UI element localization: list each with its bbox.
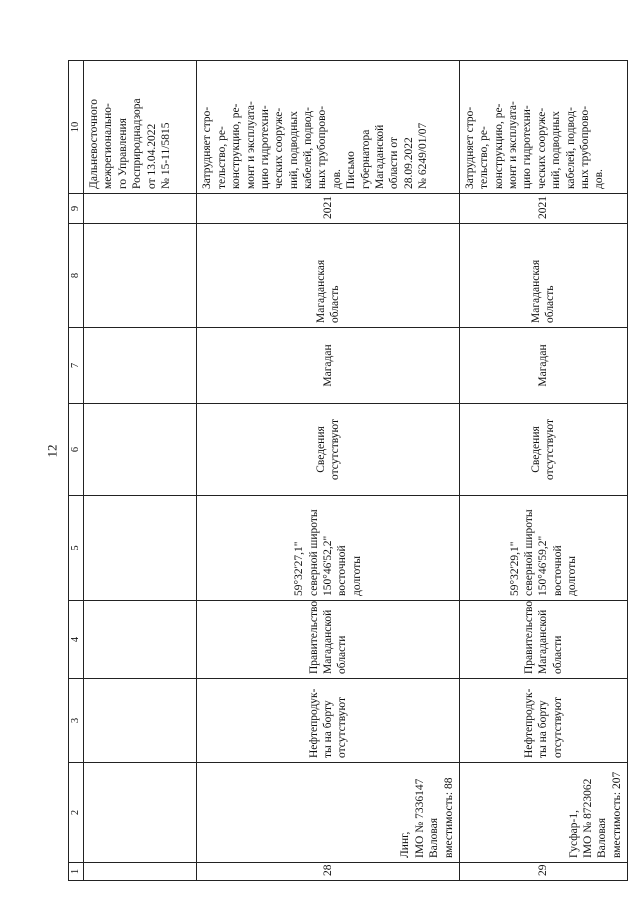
coordinates-line: 59°32'27,1" <box>293 541 306 596</box>
coordinates-line: долготы <box>566 556 579 596</box>
note-line: ных трубопрово- <box>316 105 329 189</box>
notes-cell <box>197 61 460 194</box>
rotated-table-wrapper <box>68 61 628 881</box>
vessel-line: IMO № 7336147 <box>413 778 426 858</box>
note-line: от 13.04.2022 <box>145 123 158 189</box>
note-line: тельство, ре- <box>478 126 491 189</box>
note-line: конструкцию, ре- <box>492 103 505 189</box>
note-line: № 6249/01/07 <box>417 122 430 189</box>
column-number: 1 <box>69 863 84 881</box>
place-cell: Магадан <box>197 328 460 404</box>
page-number: 12 <box>44 444 60 458</box>
coordinates-line: северной широты <box>522 509 535 596</box>
coordinates-line: восточной <box>336 545 349 596</box>
continuation-notes-cell <box>84 61 197 194</box>
vessel-line: Валовая <box>428 817 441 858</box>
coordinates-line: восточной <box>551 545 564 596</box>
info-line: отсутствуют <box>329 419 342 481</box>
note-line: цию гидротехни- <box>258 105 271 189</box>
note-line: Затрудняет стро- <box>463 106 476 189</box>
note-line: кабелей, подвод- <box>302 107 315 189</box>
cargo-line: ты на борту <box>321 700 334 758</box>
coordinates-cell <box>459 496 627 601</box>
owner-line: Правительство <box>307 600 320 674</box>
coordinates-cell <box>197 496 460 601</box>
cargo-line: отсутствуют <box>336 696 349 758</box>
note-line: тельство, ре- <box>215 126 228 189</box>
notes-cell <box>459 61 627 194</box>
column-number: 2 <box>69 763 84 863</box>
note-line: области от <box>388 137 401 189</box>
coordinates-line: 150°46'52,2" <box>321 535 334 596</box>
place-cell: Магадан <box>459 328 627 404</box>
cargo-line: Нефтепродук- <box>307 688 320 758</box>
note-line: Магаданской <box>373 124 386 189</box>
column-number: 4 <box>69 601 84 679</box>
note-line: № 15-11/5815 <box>159 122 172 189</box>
info-cell <box>197 404 460 496</box>
vessel-cell <box>197 763 460 863</box>
coordinates-line: северной широты <box>307 509 320 596</box>
note-line: ческих сооруже- <box>273 107 286 189</box>
vessel-table <box>68 60 628 881</box>
note-line: Росприроднадзора <box>131 98 144 189</box>
column-number: 7 <box>69 328 84 404</box>
note-line: дов. <box>593 169 606 189</box>
vessel-line: Линг, <box>399 831 412 858</box>
info-cell <box>459 404 627 496</box>
region-cell <box>197 224 460 328</box>
cargo-cell <box>197 679 460 763</box>
coordinates-line: 59°32'29,1" <box>508 541 521 596</box>
column-number-row <box>69 61 84 881</box>
region-line: Магаданская <box>314 259 327 323</box>
row-number: 28 <box>197 863 460 881</box>
info-line: Сведения <box>530 426 543 473</box>
note-line: губернатора <box>359 129 372 189</box>
coordinates-line: 150°46'59,2" <box>537 535 550 596</box>
note-line: Письмо <box>345 151 358 189</box>
note-line: конструкцию, ре- <box>230 103 243 189</box>
note-line: го Управления <box>116 118 129 189</box>
note-line: цию гидротехни- <box>521 105 534 189</box>
vessel-line: Гусфар-1, <box>567 810 580 858</box>
note-line: Затрудняет стро- <box>201 106 214 189</box>
cargo-line: ты на борту <box>537 700 550 758</box>
vessel-line: IMO № 8723062 <box>581 778 594 858</box>
year-cell: 2021 <box>459 194 627 224</box>
column-number: 10 <box>69 61 84 194</box>
cargo-line: отсутствуют <box>551 696 564 758</box>
owner-cell <box>197 601 460 679</box>
note-line: дов. <box>330 169 343 189</box>
note-line: кабелей, подвод- <box>564 107 577 189</box>
region-line: область <box>329 285 342 323</box>
column-number: 9 <box>69 194 84 224</box>
region-line: Магаданская <box>530 259 543 323</box>
note-line: ний, подводных <box>550 111 563 189</box>
note-line: 28.09.2022 <box>402 137 415 189</box>
cargo-cell <box>459 679 627 763</box>
note-line: ний, подводных <box>287 111 300 189</box>
owner-line: Магаданской <box>537 609 550 674</box>
owner-cell <box>459 601 627 679</box>
vessel-line: вместимость: 88 <box>442 777 455 858</box>
vessel-cell <box>459 763 627 863</box>
note-line: ных трубопрово- <box>578 105 591 189</box>
continuation-row <box>84 61 197 881</box>
note-line: межрегионально- <box>102 103 115 189</box>
info-line: отсутствуют <box>544 419 557 481</box>
note-line: Дальневосточного <box>88 99 100 189</box>
cargo-line: Нефтепродук- <box>522 688 535 758</box>
vessel-line: вместимость: 207 <box>610 771 623 858</box>
table-row <box>459 61 627 881</box>
note-line: монт и эксплуата- <box>244 101 257 189</box>
row-number: 29 <box>459 863 627 881</box>
owner-line: области <box>336 635 349 674</box>
note-line: монт и эксплуата- <box>507 101 520 189</box>
owner-line: Магаданской <box>321 609 334 674</box>
note-line: ческих сооруже- <box>535 107 548 189</box>
year-cell: 2021 <box>197 194 460 224</box>
owner-line: Правительство <box>522 600 535 674</box>
column-number: 6 <box>69 404 84 496</box>
coordinates-line: долготы <box>350 556 363 596</box>
vessel-line: Валовая <box>596 817 609 858</box>
info-line: Сведения <box>314 426 327 473</box>
table-row <box>197 61 460 881</box>
column-number: 5 <box>69 496 84 601</box>
region-cell <box>459 224 627 328</box>
column-number: 3 <box>69 679 84 763</box>
region-line: область <box>544 285 557 323</box>
owner-line: области <box>551 635 564 674</box>
column-number: 8 <box>69 224 84 328</box>
